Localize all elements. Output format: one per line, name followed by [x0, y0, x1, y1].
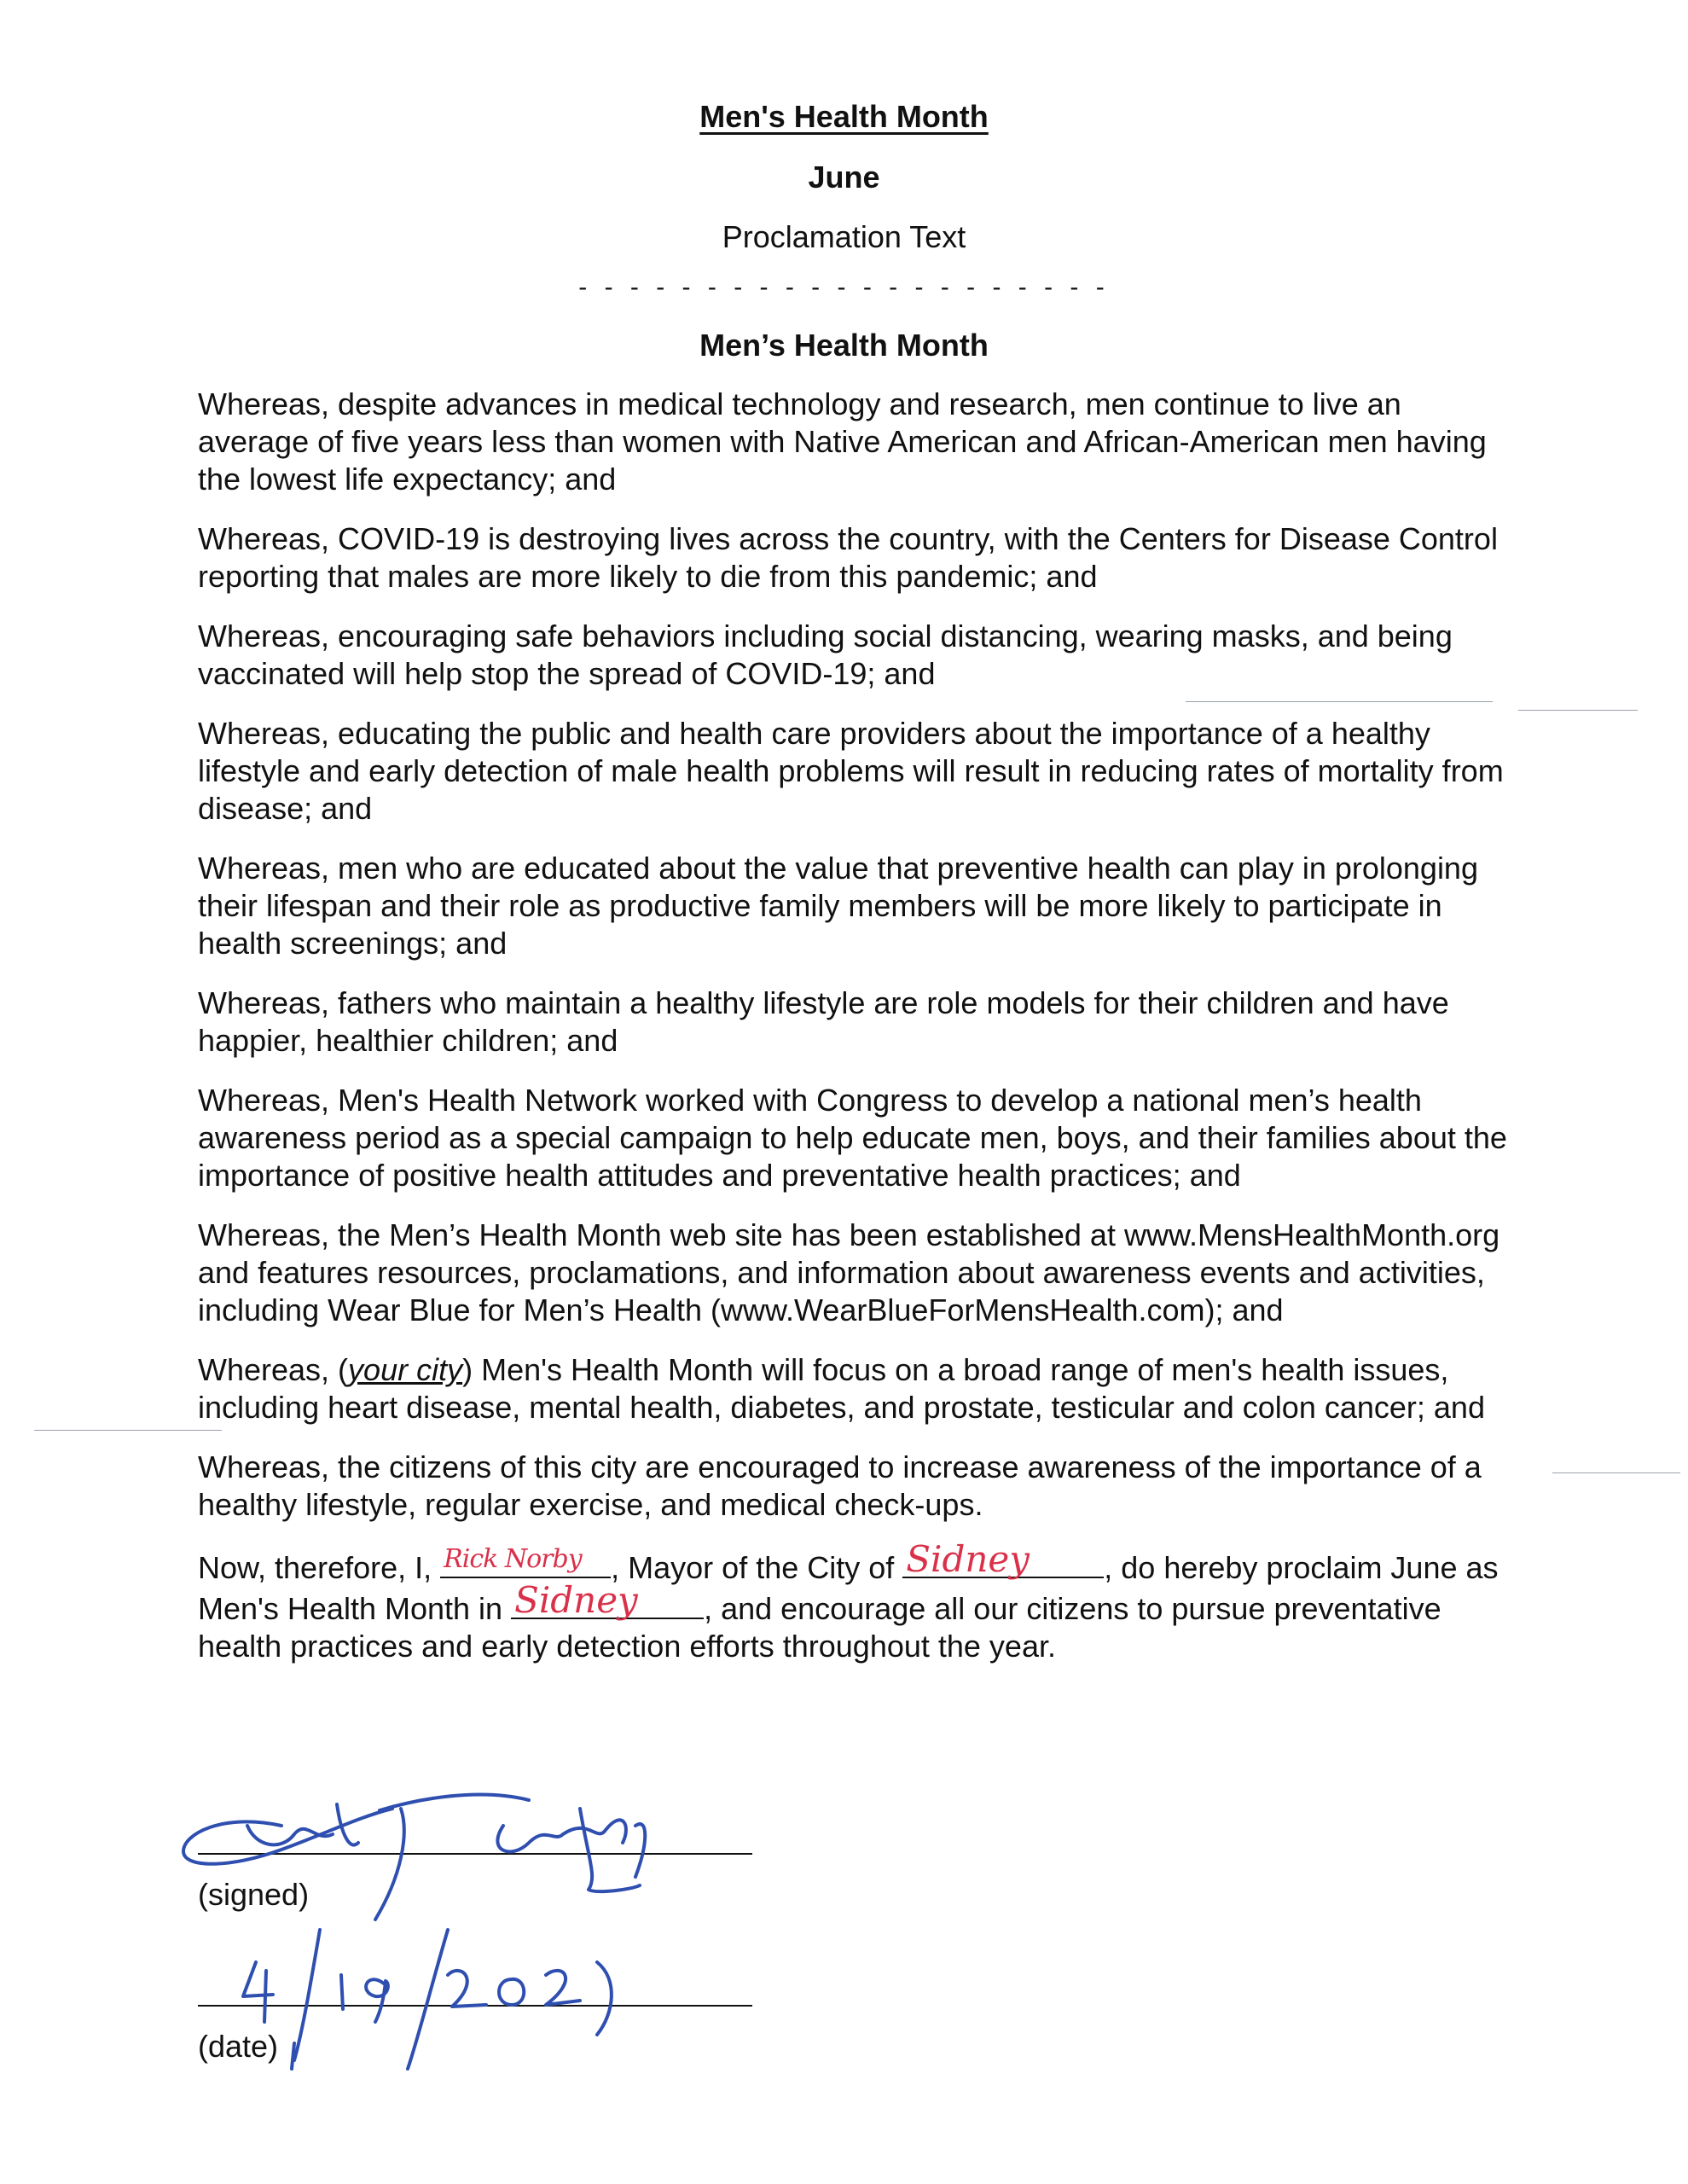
city-fill: Sidney — [514, 1579, 638, 1621]
scan-artifact — [1552, 1472, 1680, 1473]
city-paragraph-suffix: ) Men's Health Month will focus on a broad range of men's health issues, including heart disease, mental health, diabetes, and prostate, testicular and colon cancer; and — [198, 1352, 1485, 1425]
proclamation-paragraph — [198, 1538, 1511, 1665]
mayor-name-field[interactable] — [440, 1546, 611, 1578]
whereas-paragraph: Whereas, COVID-19 is destroying lives across the country, with the Centers for Disease Control reporting that males are more likely to die from this pandemic; and — [198, 521, 1498, 594]
whereas-paragraph: Whereas, fathers who maintain a healthy lifestyle are role models for their children and have happier, healthier children; and — [198, 985, 1449, 1058]
proclamation-body — [198, 386, 1511, 1687]
scan-artifact — [34, 1430, 222, 1431]
city-field[interactable] — [902, 1538, 1104, 1580]
scan-artifact — [1518, 710, 1638, 711]
city-paragraph — [198, 1351, 1511, 1426]
proclamation-text: , Mayor of the City of — [611, 1550, 903, 1585]
separator: - - - - - - - - - - - - - - - - - - - - - — [578, 273, 1110, 301]
whereas-paragraph: Whereas, encouraging safe behaviors including social distancing, wearing masks, and being vaccinated will help stop the spread of COVID-19; and — [198, 619, 1453, 691]
date-scribble — [243, 1930, 612, 2069]
whereas-paragraph: Whereas, educating the public and health care providers about the importance of a healthy lifestyle and early detection of male health problems will result in reducing rates of mortality from disease; and — [198, 716, 1504, 826]
subtitle: Proclamation Text — [722, 219, 966, 254]
proclamation-text: , do hereby proclaim June as Men's Health Month in — [198, 1550, 1499, 1626]
whereas-paragraph: Whereas, despite advances in medical technology and research, men continue to live an average of five years less than women with Native American and African-American men having the lowest life expectancy; and — [198, 386, 1487, 497]
proclamation-text: , and encourage all our citizens to pursue preventative health practices and early detection efforts throughout the year. — [198, 1591, 1441, 1664]
mayor-name-fill: Rick Norby — [444, 1544, 582, 1574]
signature-line[interactable] — [198, 1853, 752, 1855]
whereas-paragraph: Whereas, Men's Health Network worked with Congress to develop a national men’s health awareness period as a special campaign to help educate men, boys, and their families about the importance of positive health attitudes and preventative health practices; and — [198, 1083, 1507, 1193]
document-title: Men's Health Month — [699, 99, 989, 134]
month-heading: June — [808, 160, 880, 195]
city-paragraph-prefix: Whereas, ( — [198, 1352, 349, 1387]
city-placeholder: your city — [348, 1352, 463, 1387]
citizens-paragraph: Whereas, the citizens of this city are encouraged to increase awareness of the importance of a healthy lifestyle, regular exercise, and medical check-ups. — [198, 1449, 1482, 1522]
date-label: (date) — [198, 2029, 279, 2064]
proclamation-text: Now, therefore, I, — [198, 1550, 441, 1585]
whereas-paragraph: Whereas, men who are educated about the value that preventive health can play in prolonging their lifespan and their role as productive family members will be more likely to participate in health screenings; and — [198, 851, 1478, 961]
city-field[interactable] — [511, 1579, 704, 1621]
section-title: Men’s Health Month — [699, 328, 989, 363]
scan-artifact — [1186, 701, 1493, 702]
date-line[interactable] — [198, 2005, 752, 2007]
whereas-paragraph: Whereas, the Men’s Health Month web site has been established at www.MensHealthMonth.org and features resources, proclamations, and information about awareness events and activities, including Wear Blue for Men’s Health (www.WearBlueForMensHealth.com); and — [198, 1217, 1500, 1327]
city-fill: Sidney — [906, 1538, 1030, 1580]
signed-label: (signed) — [198, 1877, 310, 1912]
